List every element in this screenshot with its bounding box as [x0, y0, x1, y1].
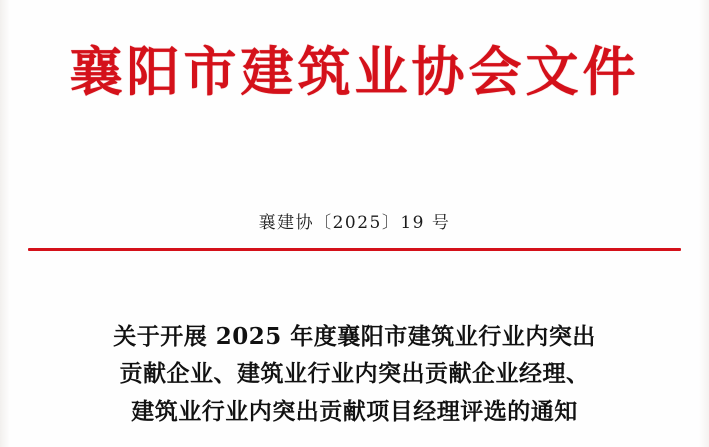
document-title-line-3: 建筑业行业内突出贡献项目经理评选的通知: [131, 397, 578, 425]
document-title-line-1: 关于开展 2025 年度襄阳市建筑业行业内突出: [113, 323, 596, 350]
document-title: [48, 318, 661, 430]
document-number: 襄建协〔2025〕19 号: [258, 213, 451, 233]
masthead-title: 襄阳市建筑业协会文件: [69, 41, 640, 103]
red-divider-rule: [28, 248, 681, 251]
document-title-line-2: 贡献企业、建筑业行业内突出贡献企业经理、: [119, 360, 590, 388]
